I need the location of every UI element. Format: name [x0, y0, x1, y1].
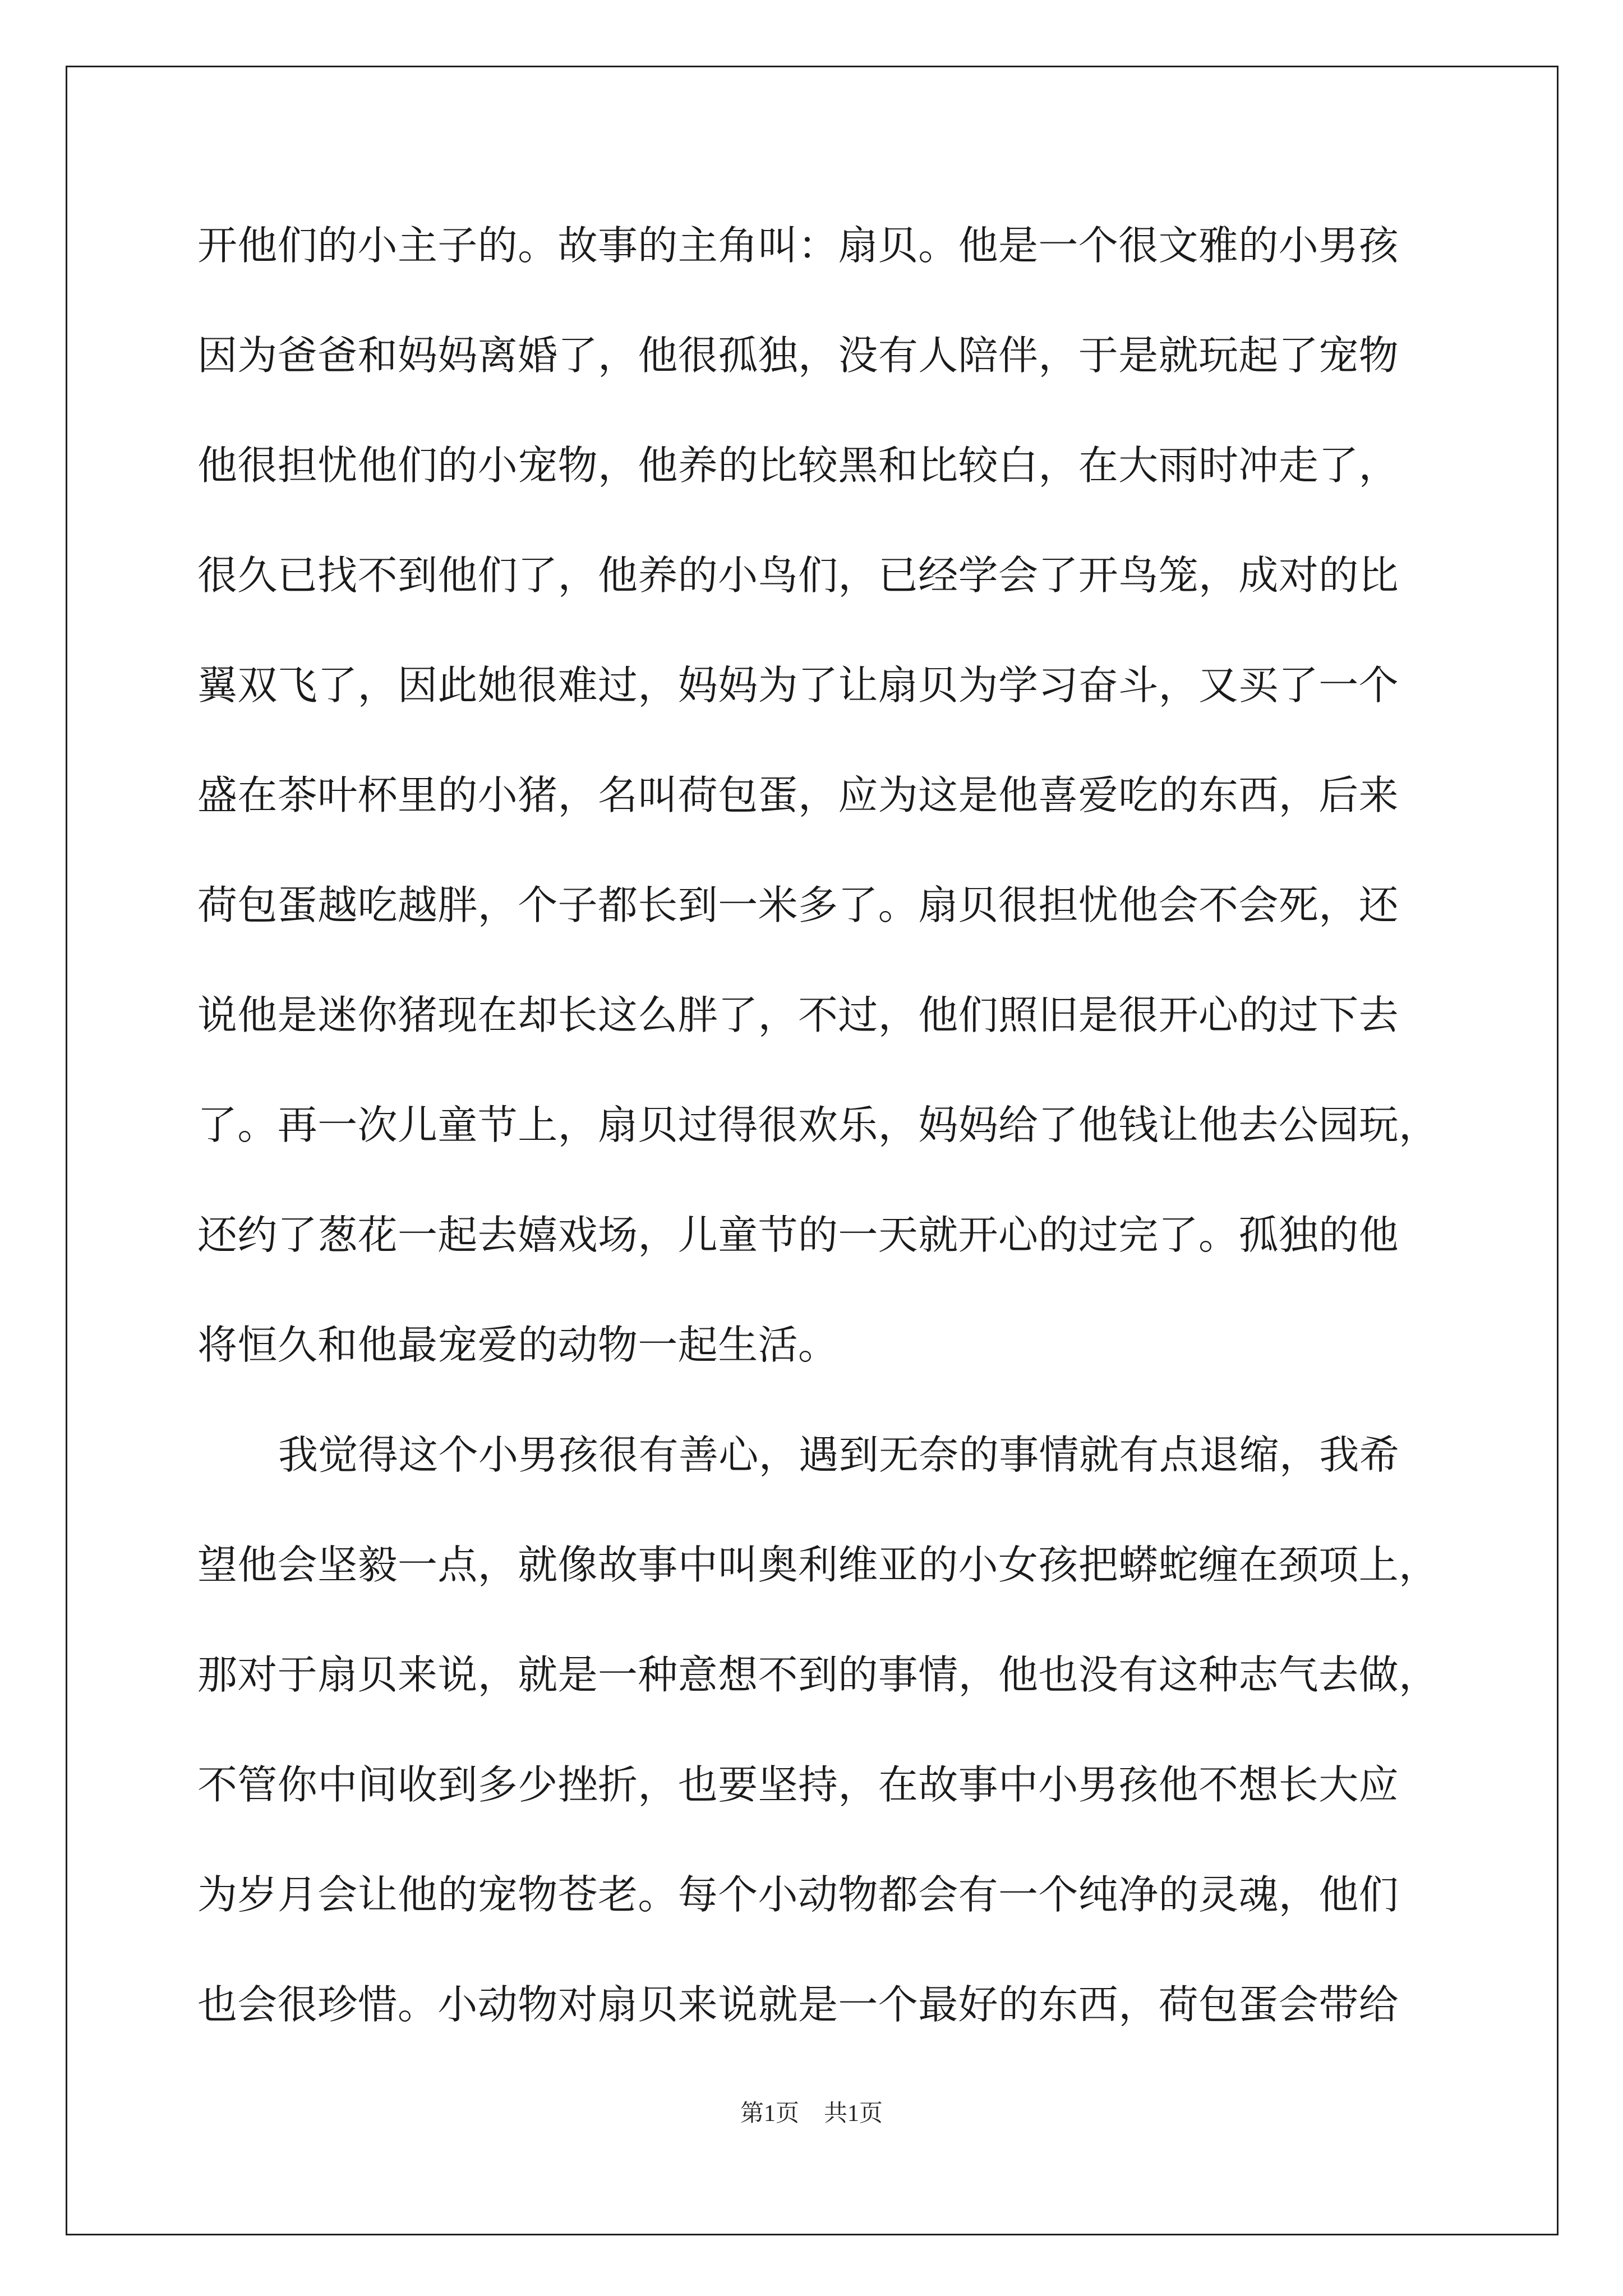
page-footer — [0, 2098, 1623, 2129]
page-number-current: 第1页 — [740, 2101, 799, 2127]
text-line: 那对于扇贝来说，就是一种意想不到的事情，他也没有这种志气去做， — [197, 1651, 1439, 1698]
text-line: 因为爸爸和妈妈离婚了，他很孤独，没有人陪伴，于是就玩起了宠物 — [197, 332, 1399, 379]
text-line: 为岁月会让他的宠物苍老。每个小动物都会有一个纯净的灵魂，他们 — [197, 1871, 1399, 1918]
document-body — [197, 214, 1447, 2083]
text-line: 将恒久和他最宠爱的动物一起生活。 — [197, 1322, 838, 1368]
text-line: 说他是迷你猪现在却长这么胖了，不过，他们照旧是很开心的过下去 — [197, 992, 1399, 1038]
page-number-total: 共1页 — [824, 2101, 883, 2127]
text-line: 翼双飞了，因此她很难过，妈妈为了让扇贝为学习奋斗，又买了一个 — [197, 662, 1399, 708]
text-line: 不管你中间收到多少挫折，也要坚持，在故事中小男孩他不想长大应 — [197, 1761, 1399, 1808]
text-line: 望他会坚毅一点，就像故事中叫奥利维亚的小女孩把蟒蛇缠在颈项上， — [197, 1542, 1439, 1588]
text-line: 很久已找不到他们了，他养的小鸟们，已经学会了开鸟笼，成对的比 — [197, 552, 1399, 599]
text-line: 开他们的小主子的。故事的主角叫：扇贝。他是一个很文雅的小男孩 — [197, 222, 1399, 269]
text-line: 了。再一次儿童节上，扇贝过得很欢乐，妈妈给了他钱让他去公园玩， — [197, 1102, 1439, 1148]
text-line: 他很担忧他们的小宠物，他养的比较黑和比较白，在大雨时冲走了， — [197, 442, 1399, 489]
text-line: 盛在茶叶杯里的小猪，名叫荷包蛋，应为这是他喜爱吃的东西，后来 — [197, 772, 1399, 818]
text-line: 还约了葱花一起去嬉戏场，儿童节的一天就开心的过完了。孤独的他 — [197, 1212, 1399, 1258]
text-line: 我觉得这个小男孩很有善心，遇到无奈的事情就有点退缩，我希 — [278, 1432, 1400, 1478]
text-line: 荷包蛋越吃越胖，个子都长到一米多了。扇贝很担忧他会不会死，还 — [197, 882, 1399, 928]
text-line: 也会很珍惜。小动物对扇贝来说就是一个最好的东西，荷包蛋会带给 — [197, 1981, 1399, 2028]
